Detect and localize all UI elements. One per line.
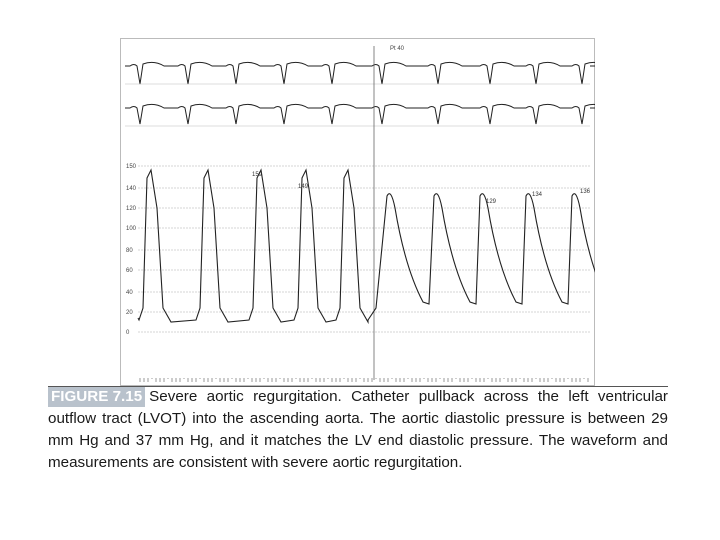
scale-label: 40 — [126, 290, 133, 296]
scale-label: 140 — [126, 186, 137, 192]
peak-label: 136 — [580, 189, 591, 195]
scale-label: 0 — [126, 330, 130, 336]
pressure-tracing-figure — [120, 38, 595, 386]
scale-label: 100 — [126, 226, 137, 232]
peak-label: 129 — [486, 199, 497, 205]
scale-label: 120 — [126, 206, 137, 212]
peak-label: 159 — [252, 172, 263, 178]
figure-caption — [48, 386, 668, 474]
annotation-label: Pt 40 — [390, 46, 405, 52]
scale-label: 60 — [126, 268, 133, 274]
peak-label: 134 — [532, 192, 543, 198]
peak-label: 149 — [298, 184, 309, 190]
scale-label: 20 — [126, 310, 133, 316]
caption-text: Severe aortic regurgitation. Catheter pullback across the left ventricular outflow tract (LVOT) into the ascending aorta. The aortic diastolic pressure is between 29 mm Hg and 37 mm Hg, and it matches the LV end diastolic pressure. The waveform and measurements are consistent with severe aortic regurgitation. — [48, 388, 668, 471]
figure-label: FIGURE 7.15 — [48, 387, 145, 407]
scale-label: 80 — [126, 248, 133, 254]
scale-label: 150 — [126, 164, 137, 170]
